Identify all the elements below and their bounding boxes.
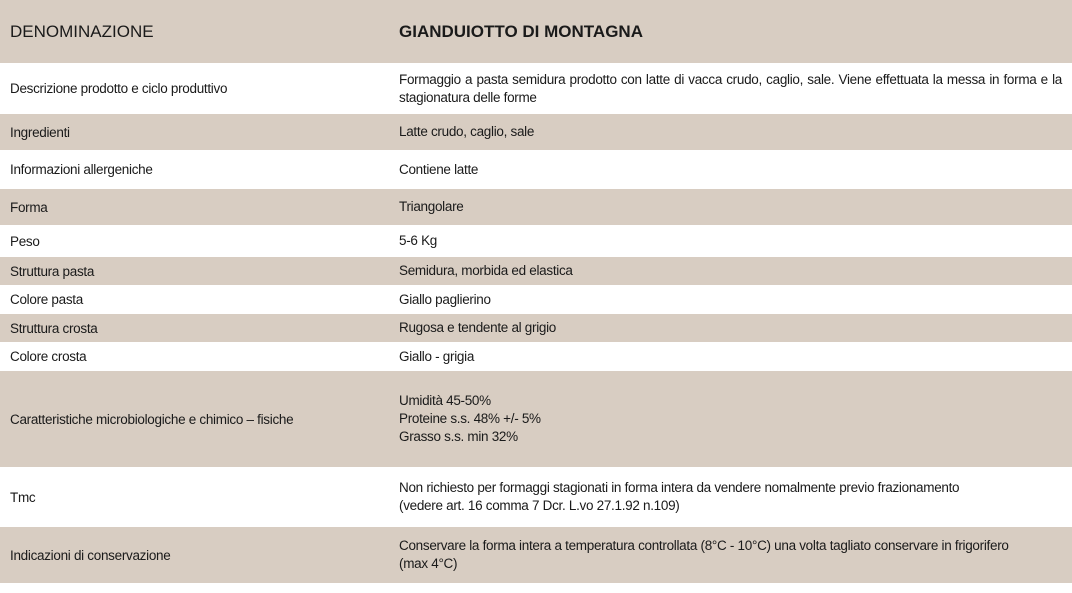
spec-row-peso — [0, 225, 1072, 257]
spec-value-line: (vedere art. 16 comma 7 Dcr. L.vo 27.1.92 n.109) — [399, 498, 680, 513]
spec-row-allergeni — [0, 150, 1072, 189]
header-label: DENOMINAZIONE — [10, 21, 154, 41]
spec-row-struttura-pasta — [0, 257, 1072, 285]
spec-row-colore-crosta — [0, 342, 1072, 371]
spec-value-line: Conservare la forma intera a temperatura controllata (8°C - 10°C) una volta tagliato conservare in frigorifero — [399, 538, 1009, 553]
spec-value: Giallo paglierino — [399, 291, 491, 307]
spec-row-tmc — [0, 467, 1072, 527]
header-row — [0, 0, 1072, 63]
spec-value — [399, 392, 1072, 446]
spec-label: Forma — [10, 199, 48, 215]
spec-value: Giallo - grigia — [399, 348, 475, 364]
spec-row-descrizione — [0, 63, 1072, 114]
spec-label: Colore crosta — [10, 349, 87, 364]
spec-label: Caratteristiche microbiologiche e chimico – fisiche — [10, 411, 294, 427]
spec-label: Struttura crosta — [10, 320, 98, 336]
spec-row-struttura-crosta — [0, 314, 1072, 342]
spec-value: Contiene latte — [399, 161, 479, 177]
spec-value-line: Grasso s.s. min 32% — [399, 429, 518, 444]
spec-label: Peso — [10, 233, 40, 249]
spec-value-line: Umidità 45-50% — [399, 393, 491, 408]
spec-label: Indicazioni di conservazione — [10, 547, 171, 563]
spec-row-caratteristiche — [0, 371, 1072, 467]
spec-value-line: (max 4°C) — [399, 556, 458, 571]
spec-value: Latte crudo, caglio, sale — [399, 124, 535, 139]
spec-label: Tmc — [10, 489, 36, 505]
spec-value: Rugosa e tendente al grigio — [399, 320, 557, 335]
spec-row-forma — [0, 189, 1072, 225]
spec-label: Informazioni allergeniche — [10, 162, 153, 177]
spec-value-line: Proteine s.s. 48% +/- 5% — [399, 411, 541, 426]
spec-label: Ingredienti — [10, 124, 70, 140]
spec-value-line: Non richiesto per formaggi stagionati in forma intera da vendere nomalmente previo frazionamento — [399, 480, 960, 495]
spec-value: 5-6 Kg — [399, 233, 437, 248]
spec-value: Triangolare — [399, 199, 464, 214]
spec-value — [399, 479, 1072, 515]
spec-value — [399, 537, 1072, 573]
spec-value: Semidura, morbida ed elastica — [399, 263, 573, 278]
spec-value: Formaggio a pasta semidura prodotto con latte di vacca crudo, caglio, sale. Viene effettuata la messa in forma e la stagionatura delle forme — [399, 71, 1062, 105]
spec-row-colore-pasta — [0, 285, 1072, 314]
spec-label: Descrizione prodotto e ciclo produttivo — [10, 81, 228, 96]
product-name: GIANDUIOTTO DI MONTAGNA — [399, 21, 643, 41]
spec-label: Struttura pasta — [10, 263, 95, 279]
spec-label: Colore pasta — [10, 292, 83, 307]
spec-row-conservazione — [0, 527, 1072, 583]
spec-row-ingredienti — [0, 114, 1072, 150]
